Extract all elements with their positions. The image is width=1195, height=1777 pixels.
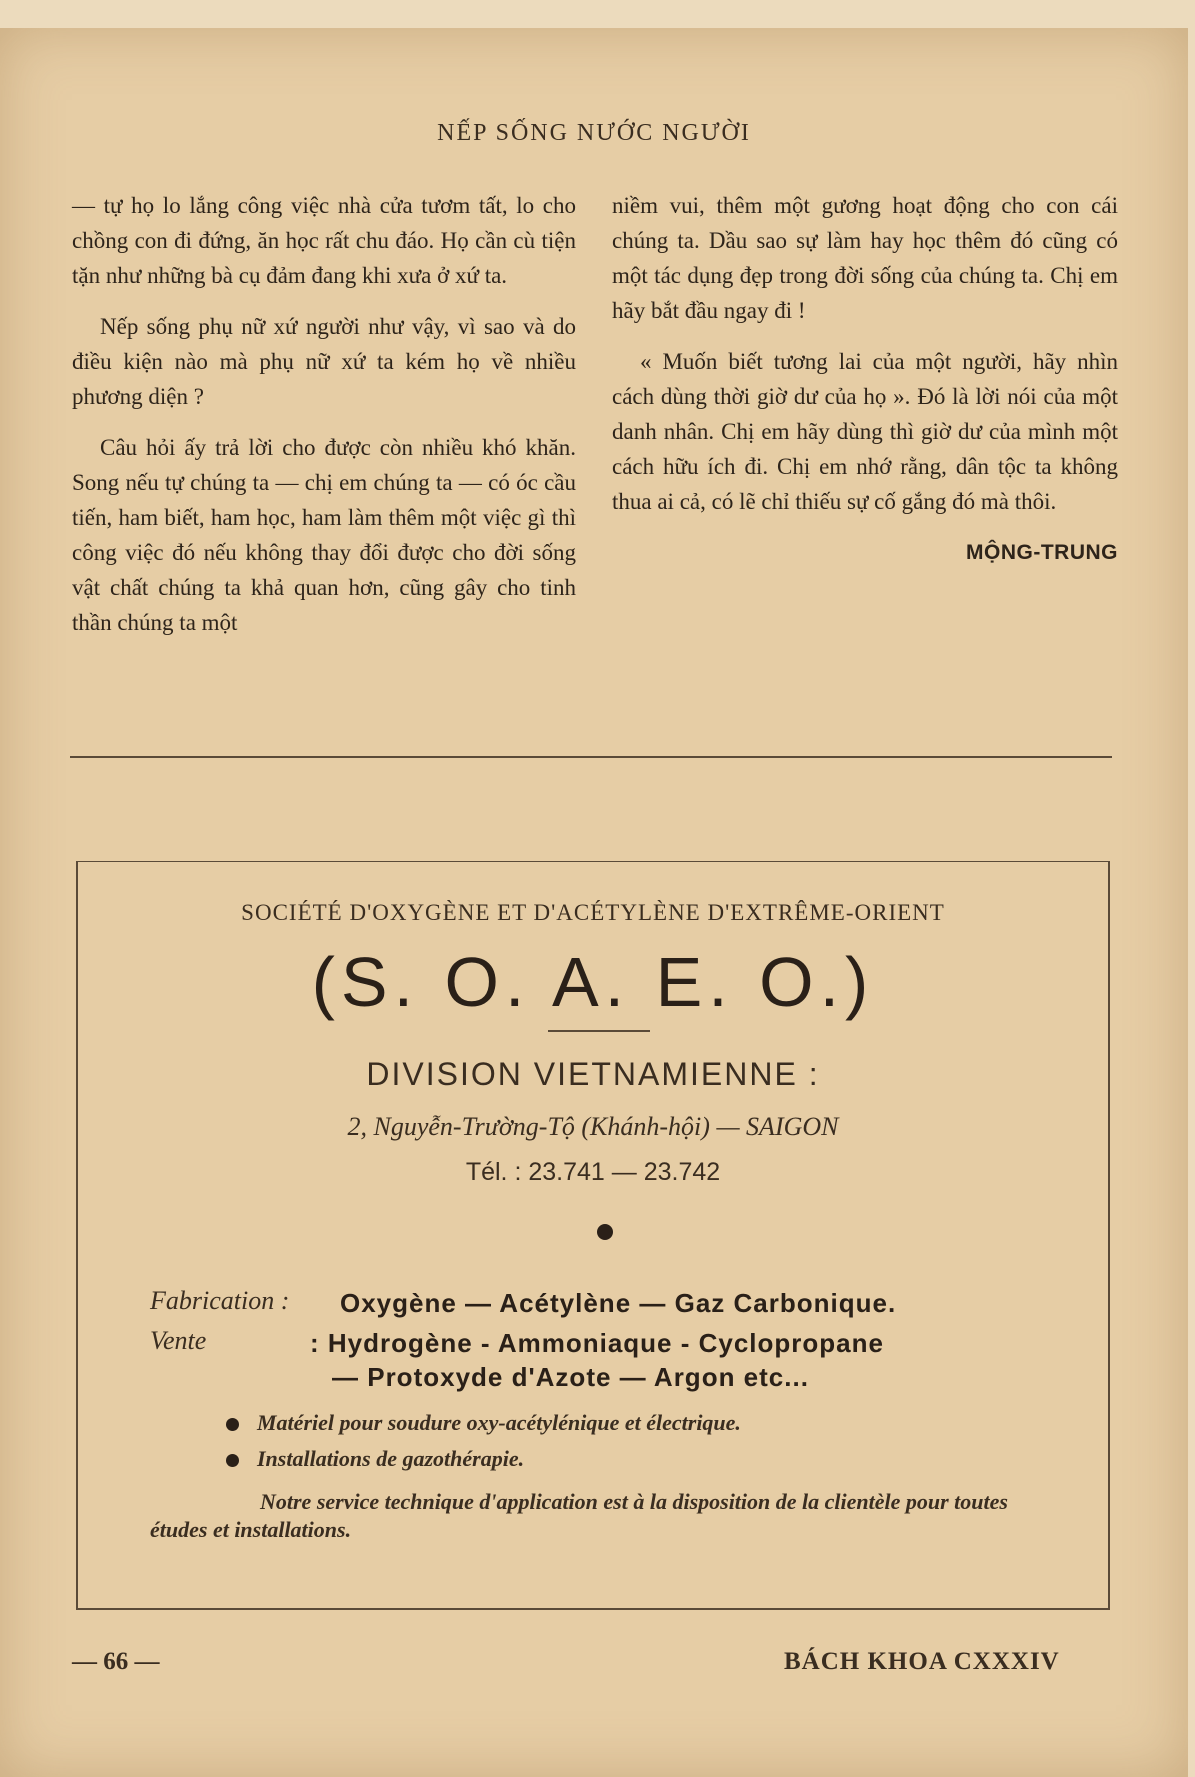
article-paragraph: Câu hỏi ấy trả lời cho được còn nhiều khó khăn. Song nếu tự chúng ta — chị em chúng ta — có óc cầu tiến, ham biết, ham học, ham làm thêm một việc gì thì công việc đó nếu không thay đổi được cho đời sống vật chất chúng ta khả quan hơn, cũng gây cho tinh thần chúng ta một — [72, 435, 576, 635]
article-signature: MỘNG-TRUNG — [966, 541, 1118, 564]
bullet-dot-icon — [226, 1418, 239, 1431]
article-paragraph: niềm vui, thêm một gương hoạt động cho con cái chúng ta. Dầu sao sự làm hay học thêm đó cũng có một tác dụng đẹp trong đời sống của chúng ta. Chị em hãy bắt đầu ngay đi ! — [612, 193, 1118, 323]
ad-vente-items-continued: — Protoxyde d'Azote — Argon etc... — [332, 1362, 809, 1392]
bullet-dot-icon — [226, 1454, 239, 1467]
article-left-column — [72, 188, 576, 656]
bullet-dot-icon — [597, 1224, 613, 1240]
ad-service-note: Notre service technique d'application est à la disposition de la clientèle pour toutes études et installations. — [150, 1489, 1008, 1542]
page-number: — 66 — — [72, 1648, 160, 1675]
ad-address: 2, Nguyễn-Trường-Tộ (Khánh-hội) — SAIGON — [347, 1112, 839, 1141]
ad-fabrication-label: Fabrication : — [150, 1286, 290, 1315]
article-paragraph: Nếp sống phụ nữ xứ người như vậy, vì sao và do điều kiện nào mà phụ nữ xứ ta kém họ về nhiều phương diện ? — [72, 314, 576, 409]
section-divider — [70, 756, 1112, 758]
ad-divider — [548, 1030, 650, 1032]
article-paragraph: « Muốn biết tương lai của một người, hãy nhìn cách dùng thời giờ dư của họ ». Đó là lời nói của một danh nhân. Chị em hãy dùng thì giờ dư của mình một cách hữu ích đi. Chị em nhớ rằng, dân tộc ta không thua ai cả, có lẽ chỉ thiếu sự cố gắng đó mà thôi. — [612, 349, 1118, 514]
ad-vente-items: : Hydrogène - Ammoniaque - Cyclopropane — [310, 1328, 884, 1358]
ad-bullet-text: Installations de gazothérapie. — [257, 1446, 525, 1471]
article-paragraph: — tự họ lo lắng công việc nhà cửa tươm tất, lo cho chồng con đi đứng, ăn học rất chu đáo. Họ cần cù tiện tặn như những bà cụ đảm đang khi xưa ở xứ ta. — [72, 193, 576, 288]
ad-company-name: SOCIÉTÉ D'OXYGÈNE ET D'ACÉTYLÈNE D'EXTRÊME-ORIENT — [241, 900, 945, 925]
page-header-title: NẾP SỐNG NƯỚC NGƯỜI — [437, 120, 751, 146]
ad-bullet-item — [226, 1446, 524, 1472]
ad-bullet-text: Matériel pour soudure oxy-acétylénique et électrique. — [257, 1410, 741, 1435]
ad-telephone: Tél. : 23.741 — 23.742 — [465, 1158, 721, 1186]
ad-fabrication-items: Oxygène — Acétylène — Gaz Carbonique. — [340, 1288, 897, 1318]
advertisement-box — [76, 861, 1110, 1610]
ad-division: DIVISION VIETNAMIENNE : — [366, 1056, 820, 1092]
magazine-page — [0, 28, 1188, 1777]
ad-vente-label: Vente — [150, 1326, 207, 1355]
publication-name: BÁCH KHOA CXXXIV — [784, 1648, 1060, 1675]
ad-bullet-item — [226, 1410, 741, 1436]
article-right-column — [612, 188, 1118, 570]
ad-acronym: (S. O. A. E. O.) — [311, 943, 875, 1021]
